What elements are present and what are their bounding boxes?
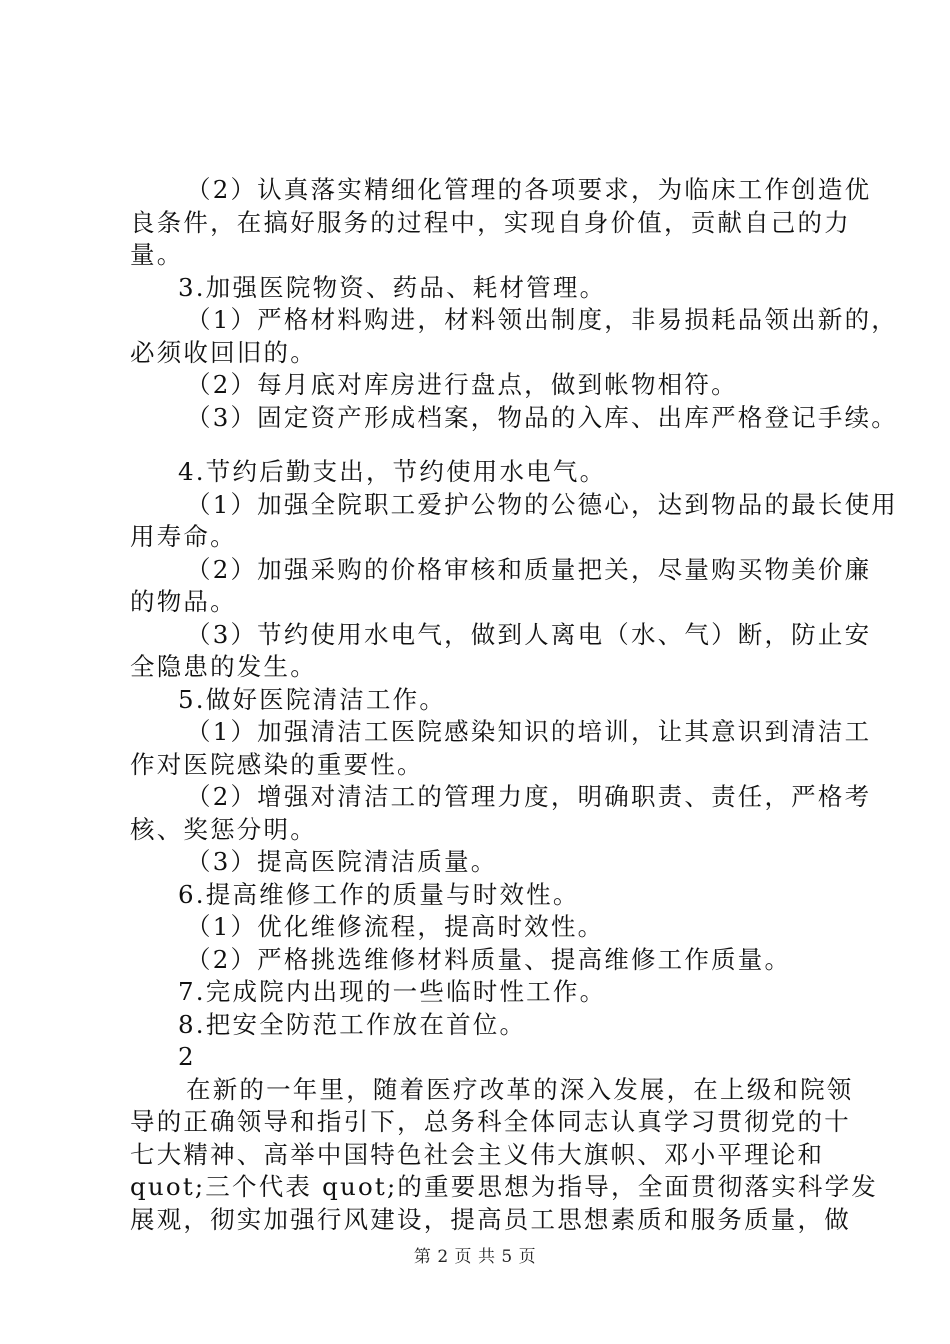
text-line: （2）认真落实精细化管理的各项要求，为临床工作创造优 bbox=[186, 175, 872, 204]
text-line: 4.节约后勤支出，节约使用水电气。 bbox=[178, 457, 607, 486]
text-line: 2 bbox=[178, 1042, 196, 1071]
text-line: 展观，彻实加强行风建设，提高员工思想素质和服务质量，做 bbox=[130, 1204, 851, 1234]
text-line: 5.做好医院清洁工作。 bbox=[178, 684, 447, 714]
text-line: （1）加强清洁工医院感染知识的培训，让其意识到清洁工 bbox=[186, 717, 872, 746]
text-line: 必须收回旧的。 bbox=[130, 337, 317, 367]
text-line: 6.提高维修工作的质量与时效性。 bbox=[178, 879, 580, 909]
text-line: 用寿命。 bbox=[130, 522, 237, 551]
text-line: 良条件，在搞好服务的过程中，实现自身价值，贡献自己的力 bbox=[130, 207, 851, 237]
page-footer: 第 2 页 共 5 页 bbox=[413, 1247, 537, 1267]
text-line: 七大精神、高举中国特色社会主义伟大旗帜、邓小平理论和 bbox=[130, 1139, 825, 1169]
text-line: （1）加强全院职工爱护公物的公德心，达到物品的最长使用 bbox=[186, 489, 898, 519]
document-body bbox=[130, 174, 898, 1236]
text-line: quot;三个代表 quot;的重要思想为指导，全面贯彻落实科学发 bbox=[130, 1172, 879, 1201]
text-line: 导的正确领导和指引下，总务科全体同志认真学习贯彻党的十 bbox=[130, 1107, 851, 1136]
text-line: 的物品。 bbox=[130, 587, 237, 616]
text-line: （3）提高医院清洁质量。 bbox=[186, 847, 498, 876]
text-line: 3.加强医院物资、药品、耗材管理。 bbox=[178, 272, 607, 302]
text-line: （2）严格挑选维修材料质量、提高维修工作质量。 bbox=[186, 944, 792, 974]
text-line: 作对医院感染的重要性。 bbox=[130, 749, 424, 779]
text-line: 8.把安全防范工作放在首位。 bbox=[178, 1009, 527, 1039]
text-line: 量。 bbox=[130, 240, 184, 269]
text-line: （2）加强采购的价格审核和质量把关，尽量购买物美价廉 bbox=[186, 554, 872, 584]
text-line: （2）增强对清洁工的管理力度，明确职责、责任，严格考 bbox=[186, 782, 872, 811]
text-line: 核、奖惩分明。 bbox=[130, 814, 317, 844]
text-line: （1）优化维修流程，提高时效性。 bbox=[186, 912, 605, 941]
text-line: （3）固定资产形成档案，物品的入库、出库严格登记手续。 bbox=[186, 402, 898, 432]
text-line: （3）节约使用水电气，做到人离电（水、气）断，防止安 bbox=[186, 619, 872, 649]
text-line: 全隐患的发生。 bbox=[130, 652, 317, 681]
text-line: （1）严格材料购进，材料领出制度，非易损耗品领出新的， bbox=[186, 305, 898, 334]
text-line: 在新的一年里，随着医疗改革的深入发展，在上级和院领 bbox=[186, 1074, 854, 1104]
text-line: （2）每月底对库房进行盘点，做到帐物相符。 bbox=[186, 370, 738, 399]
text-line: 7.完成院内出现的一些临时性工作。 bbox=[178, 977, 607, 1006]
